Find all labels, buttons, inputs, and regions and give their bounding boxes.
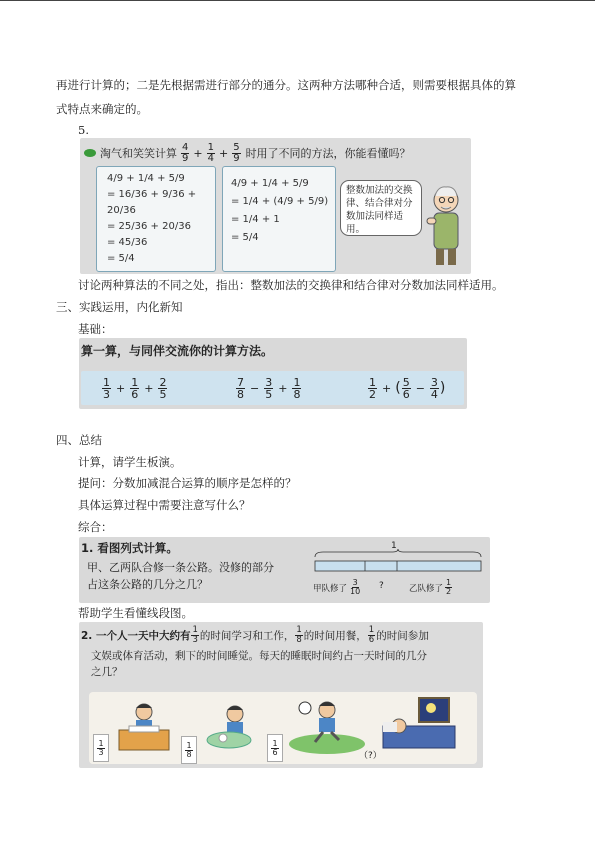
meal-scene-icon — [201, 700, 261, 754]
bar-brace-icon — [313, 549, 483, 577]
figure-q1 — [79, 537, 490, 603]
q2-line-2: 文娱或体育活动，剩下的时间睡觉。每天的睡眠时间约占一天时间的几分 — [91, 650, 427, 662]
figure-method-comparison — [80, 138, 471, 274]
summary-line-1: 计算，请学生板演。 — [78, 455, 182, 469]
summary-line-2: 提问：分数加减混合运算的顺序是怎样的？ — [78, 476, 297, 490]
right-step: = 5/4 — [231, 232, 259, 243]
right-step: = 1/4 + (4/9 + 5/9) — [231, 196, 329, 207]
green-bullet-icon — [84, 149, 96, 157]
tag-study: $\frac{1}{3}$ — [93, 734, 109, 762]
title-suffix: 时用了不同的方法，你能看懂吗？ — [245, 147, 411, 160]
exercise-1: $\frac{1}{3}$ + $\frac{1}{6}$ + $\frac{2}{5}$ — [103, 375, 167, 401]
q1-text-line-1: 甲、乙两队合修一条公路。没修的部分 — [87, 561, 274, 574]
right-step: = 1/4 + 1 — [231, 214, 280, 225]
activity-strip — [89, 692, 477, 764]
summary-line-3: 具体运算过程中需要注意写什么？ — [78, 498, 251, 512]
q1-title: 1. 看图列式计算。 — [81, 541, 178, 555]
q1-text — [87, 559, 274, 593]
tag-sports: $\frac{1}{6}$ — [267, 734, 283, 762]
q1-text-line-2: 占这条公路的几分之几？ — [87, 578, 208, 591]
exercise-2: $\frac{7}{8}$ − $\frac{3}{5}$ + $\frac{1}{8}$ — [237, 375, 301, 401]
method-card-right — [222, 166, 336, 272]
study-scene-icon — [111, 698, 177, 754]
left-step: 4/9 + 1/4 + 5/9 — [107, 173, 185, 184]
left-step: = 25/36 + 20/36 — [107, 221, 191, 232]
left-step: = 5/4 — [107, 253, 135, 264]
section-3-heading: 三、实践运用，内化新知 — [56, 300, 183, 314]
section-4-heading: 四、总结 — [56, 433, 102, 447]
paragraph-line-1: 再进行计算的；二是先根据需进行部分的通分。这两种方法哪种合适，则需要根据具体的算 — [56, 78, 516, 92]
tag-sleep-question: （?） — [359, 751, 382, 761]
bar-total-label: 1 — [391, 541, 397, 551]
right-step: 4/9 + 1/4 + 5/9 — [231, 178, 309, 189]
team-a-label: 甲队修了 $\frac{3}{10}$ — [313, 578, 361, 596]
fraction: $\frac{1}{4}$ — [207, 141, 214, 164]
teacher-icon — [424, 184, 468, 270]
fraction: $\frac{5}{9}$ — [233, 141, 240, 164]
comprehensive-label: 综合： — [78, 520, 113, 534]
segment-diagram — [313, 543, 483, 599]
speech-bubble: 整数加法的交换律、结合律对分数加法同样适用。 — [340, 180, 422, 236]
exercise-3: $\frac{1}{2}$ + ( $\frac{5}{6}$ − $\frac{3}{4}$ ) — [369, 375, 446, 401]
sleep-scene-icon — [379, 696, 459, 758]
paragraph-line-2: 式特点来确定的。 — [56, 102, 148, 116]
figure-basic-exercise — [79, 338, 467, 409]
unknown-label: ? — [379, 581, 384, 591]
fraction: $\frac{4}{9}$ — [182, 141, 189, 164]
help-text: 帮助学生看懂线段图。 — [78, 606, 193, 620]
left-step: = 16/36 + 9/36 + 20/36 — [107, 189, 197, 216]
discussion-text: 讨论两种算法的不同之处，指出：整数加法的交换律和结合律对分数加法同样适用。 — [78, 278, 504, 292]
basic-label: 基础： — [78, 322, 113, 336]
q2-line-1: 2. 一个人一天中大约有 $\frac{1}{3}$ 的时间学习和工作， $\frac{1}{8}$ 的时间用餐， $\frac{1}{6}$ 的时间参加 — [81, 625, 429, 645]
header-rule — [0, 0, 595, 1]
title-prefix: 淘气和笑笑计算 — [100, 147, 177, 160]
team-b-label: 乙队修了 $\frac{1}{2}$ — [409, 578, 452, 596]
exercise-band — [81, 371, 464, 405]
method-card-left — [96, 166, 216, 272]
basic-exercise-title: 算一算，与同伴交流你的计算方法。 — [81, 344, 274, 358]
figure-q2 — [79, 622, 483, 768]
left-step: = 45/36 — [107, 237, 148, 248]
q2-line-3: 之几？ — [91, 666, 123, 678]
figure-5-title: 淘气和笑笑计算 $\frac{4}{9}$ + $\frac{1}{4}$ + $\frac{5}{9}$ 时用了不同的方法，你能看懂吗？ — [84, 142, 411, 164]
sports-scene-icon — [287, 696, 367, 756]
tag-meal: $\frac{1}{8}$ — [181, 736, 197, 764]
item-5-number: 5. — [78, 123, 89, 137]
